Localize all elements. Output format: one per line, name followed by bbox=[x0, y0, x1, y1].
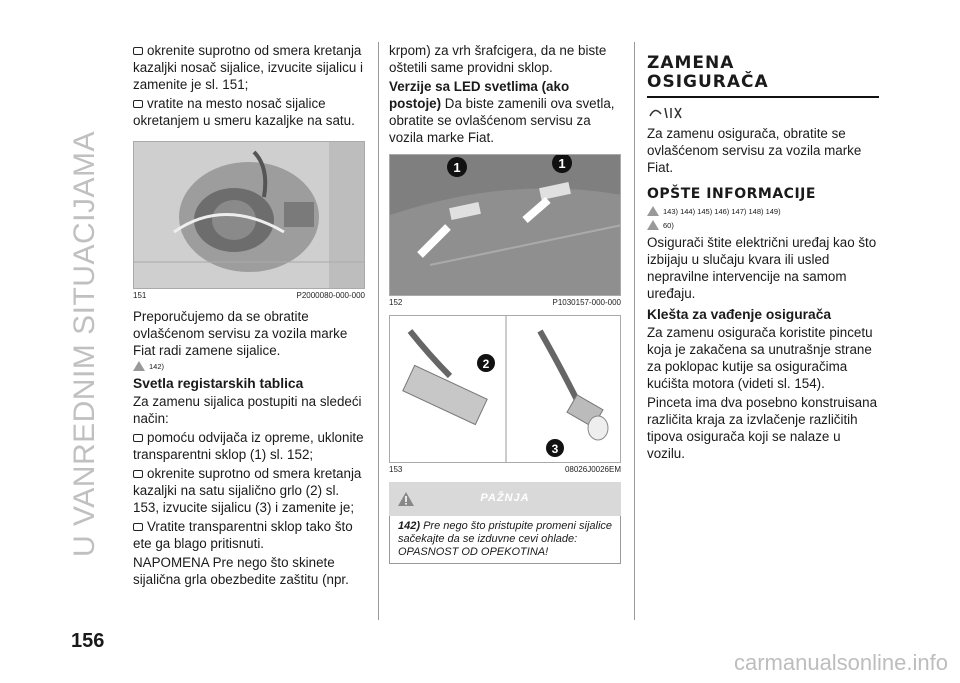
warning-reference: 60) bbox=[647, 220, 879, 230]
page-number: 156 bbox=[71, 630, 105, 652]
figure-caption: 152 P1030157-000-000 bbox=[389, 298, 621, 307]
caution-text: 142) Pre nego što pristupite promeni sijalice sačekajte da se izduvne cevi ohlade: OPASNOST OD OPEKOTINA! bbox=[389, 516, 621, 564]
section-heading: ZAMENA OSIGURAČA bbox=[647, 53, 769, 92]
subheading: Klešta za vađenje osigurača bbox=[647, 307, 832, 322]
bullet-icon bbox=[133, 434, 143, 442]
section-heading: OPŠTE INFORMACIJE bbox=[647, 186, 816, 202]
warning-icon bbox=[133, 361, 145, 371]
paragraph: okrenite suprotno od smera kretanja kazaljki na satu sijalično grlo (2) sl. 153, izvucite sijalicu (3) i zamenite je; bbox=[133, 466, 362, 515]
bullet-icon bbox=[133, 47, 143, 55]
paragraph: Za zamenu osigurača, obratite se ovlašćenom servisu za vozila marke Fiat. bbox=[647, 126, 862, 175]
column-2 bbox=[389, 42, 621, 564]
callout-1b: 1 bbox=[558, 156, 566, 171]
watermark: carmanualsonline.info bbox=[733, 650, 948, 675]
paragraph: Za zamenu sijalica postupiti na sledeći način: bbox=[133, 394, 362, 426]
paragraph: Preporučujemo da se obratite ovlašćenom servisu za vozila marke Fiat radi zamene sijalice. bbox=[133, 309, 348, 358]
subheading: Verzije sa LED svetlima (ako postoje) bbox=[389, 79, 570, 111]
column-3 bbox=[647, 42, 879, 464]
paragraph: Vratite transparentni sklop tako što ete ga blago pritisnuti. bbox=[133, 519, 353, 551]
figure-caption: 153 08026J0026EM bbox=[389, 465, 621, 474]
warning-icon bbox=[647, 220, 659, 230]
figure-152 bbox=[389, 154, 621, 296]
service-icon bbox=[647, 104, 687, 120]
paragraph: okrenite suprotno od smera kretanja kazaljki nosač sijalice, izvucite sijalicu i zamenite je sl. 151; bbox=[133, 43, 363, 92]
column-divider bbox=[634, 42, 635, 620]
callout-3: 3 bbox=[551, 442, 559, 456]
callout-1: 1 bbox=[453, 160, 461, 175]
warning-icon bbox=[647, 206, 659, 216]
callout-2: 2 bbox=[482, 357, 490, 371]
bullet-icon bbox=[133, 523, 143, 531]
bullet-icon bbox=[133, 100, 143, 108]
subheading: Svetla registarskih tablica bbox=[133, 376, 304, 391]
figure-151 bbox=[133, 141, 365, 289]
figure-caption: 151 P2000080-000-000 bbox=[133, 291, 365, 300]
warning-reference: 143) 144) 145) 146) 147) 148) 149) bbox=[647, 206, 879, 216]
paragraph: Verzije sa LED svetlima (ako postoje) Da biste zamenili ova svetla, obratite se ovlašćenom servisu za vozila marke Fiat. bbox=[389, 79, 615, 145]
bullet-icon bbox=[133, 470, 143, 478]
bulb-holder-illustration bbox=[134, 142, 365, 289]
column-1 bbox=[133, 42, 365, 590]
caution-box bbox=[389, 482, 621, 516]
column-divider bbox=[378, 42, 379, 620]
paragraph: vratite na mesto nosač sijalice okretanjem u smeru kazaljke na satu. bbox=[133, 96, 355, 128]
warning-reference: 142) bbox=[133, 361, 365, 371]
paragraph: krpom) za vrh šrafcigera, da ne biste oštetili same providni sklop. bbox=[389, 43, 607, 75]
paragraph: NAPOMENA Pre nego što skinete sijalična grla obezbedite zaštitu (npr. bbox=[133, 555, 349, 587]
caution-title: PAŽNJA bbox=[480, 492, 530, 504]
heading-rule bbox=[647, 96, 879, 98]
paragraph: pomoću odvijača iz opreme, uklonite transparentni sklop (1) sl. 152; bbox=[133, 430, 364, 462]
license-light-illustration bbox=[390, 155, 621, 296]
section-side-title: U VANREDNIM SITUACIJAMA bbox=[68, 131, 101, 557]
figure-153 bbox=[389, 315, 621, 463]
paragraph: Za zamenu osigurača koristite pincetu koja je zakačena sa unutrašnje strane za poklopac kutije sa osiguračima kućišta motora (videti sl. 154). bbox=[647, 325, 873, 391]
bulb-socket-illustration bbox=[390, 316, 621, 463]
paragraph: Pinceta ima dva posebno konstruisana različita kraja za izvlačenje različitih tipova osigurača koji se nalaze u vozilu. bbox=[647, 395, 878, 461]
paragraph: Osigurači štite električni uređaj kao što izbijaju u slučaju kvara ili usled nepravilne intervencije na samom uređaju. bbox=[647, 235, 877, 301]
